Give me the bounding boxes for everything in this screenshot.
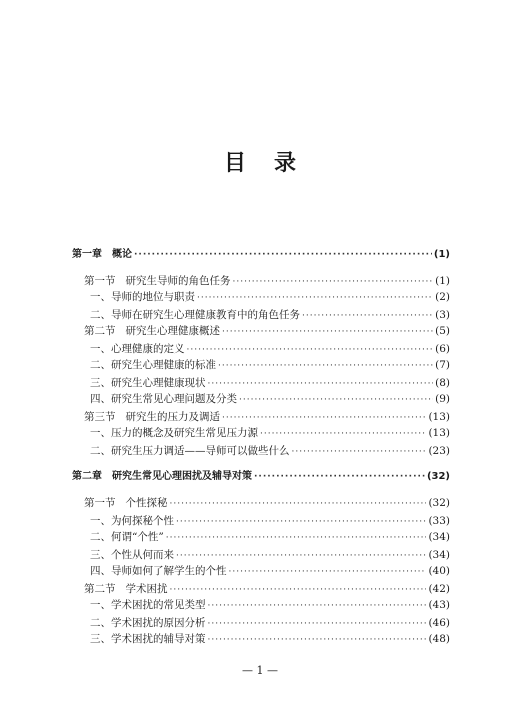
toc-entry-label <box>84 582 168 596</box>
toc-entry-text: 四、研究生常见心理问题及分类 <box>90 393 237 405</box>
toc-entry-text: 研究生导师的角色任务 <box>125 275 231 287</box>
dot-leader <box>176 549 426 563</box>
toc-entry <box>84 274 450 288</box>
toc-entry-number: 第二节 <box>84 325 116 337</box>
toc-entry <box>72 248 450 262</box>
dot-leader <box>176 515 426 529</box>
toc-entry-page: (34) <box>428 549 450 561</box>
toc-entry-text: 三、学术困扰的辅导对策 <box>90 633 206 645</box>
toc-entry-label <box>90 444 290 458</box>
toc-entry-label <box>90 632 206 646</box>
dot-leader <box>260 427 426 441</box>
page-title <box>0 146 520 177</box>
toc-entry <box>90 598 450 612</box>
dot-leader <box>166 531 427 545</box>
toc-entry <box>90 290 450 304</box>
toc-entry-text: 三、个性从何而来 <box>90 549 174 561</box>
toc-entry-text: 一、心理健康的定义 <box>90 343 185 355</box>
toc-entry-label <box>90 616 206 630</box>
dot-leader <box>208 633 427 647</box>
toc-entry <box>90 392 450 406</box>
toc-entry-text: 二、学术困扰的原因分析 <box>90 617 206 629</box>
toc-entry-number: 第二节 <box>84 583 116 595</box>
toc-entry-label <box>84 274 231 288</box>
toc-entry-page: (42) <box>428 583 450 595</box>
toc-entry-label <box>90 548 174 562</box>
dot-leader <box>170 497 427 511</box>
toc-entry-page: (3) <box>435 309 450 321</box>
toc-entry-text: 个性探秘 <box>125 497 168 509</box>
toc-entry-page: (13) <box>428 427 450 439</box>
toc-entry <box>90 426 450 440</box>
toc-entry <box>84 582 450 596</box>
toc-entry-label <box>90 308 300 322</box>
toc-entry-label <box>90 598 206 612</box>
toc-entry-number: 第一章 <box>72 249 102 260</box>
toc-entry-text: 二、研究生心理健康的标准 <box>90 359 216 371</box>
toc-entry-page: (48) <box>428 633 450 645</box>
toc-entry <box>90 308 450 322</box>
toc-entry-page: (5) <box>435 325 450 337</box>
toc-entry-label <box>72 470 252 484</box>
page-number: — 1 — <box>242 664 278 677</box>
dot-leader <box>208 599 427 613</box>
toc-entry-text: 二、研究生压力调适——导师可以做些什么 <box>90 445 290 457</box>
toc-entry-label <box>90 564 227 578</box>
toc-entry-page: (7) <box>435 359 450 371</box>
toc-entry-page: (13) <box>428 411 450 423</box>
toc-entry-text: 一、导师的地位与职责 <box>90 291 195 303</box>
toc-entry-text: 四、导师如何了解学生的个性 <box>90 565 227 577</box>
toc-entry-page: (9) <box>435 393 450 405</box>
toc-entry <box>90 514 450 528</box>
toc-entry-page: (1) <box>433 249 450 260</box>
toc-entry-label <box>90 426 258 440</box>
toc-entry <box>90 616 450 630</box>
dot-leader <box>302 309 433 323</box>
toc-entry-page: (43) <box>428 599 450 611</box>
toc-entry-label <box>90 376 206 390</box>
toc-entry-text: 学术困扰 <box>125 583 168 595</box>
toc-entry-page: (23) <box>428 445 450 457</box>
toc-entry-page: (46) <box>428 617 450 629</box>
toc-entry-page: (32) <box>426 471 450 482</box>
toc-entry <box>90 358 450 372</box>
toc-entry-page: (33) <box>428 515 450 527</box>
toc-entry <box>90 564 450 578</box>
dot-leader <box>187 343 434 357</box>
toc-entry-page: (40) <box>428 565 450 577</box>
toc-entry-text: 概论 <box>112 249 132 260</box>
dot-leader <box>239 393 433 407</box>
dot-leader <box>254 470 425 484</box>
toc-entry <box>90 444 450 458</box>
dot-leader <box>218 359 433 373</box>
toc-entry <box>84 496 450 510</box>
title-char-1: 目 <box>223 151 246 176</box>
toc-entry-text: 一、压力的概念及研究生常见压力源 <box>90 427 258 439</box>
toc-entry-page: (34) <box>428 531 450 543</box>
dot-leader <box>208 617 427 631</box>
toc-entry-text: 一、为何探秘个性 <box>90 515 174 527</box>
toc-entry-label <box>84 496 168 510</box>
toc-entry-page: (1) <box>435 275 450 287</box>
toc-entry <box>90 342 450 356</box>
toc-entry <box>90 548 450 562</box>
toc-entry <box>84 410 450 424</box>
toc-entry-label <box>90 358 216 372</box>
dot-leader <box>229 565 427 579</box>
toc-entry-text: 二、导师在研究生心理健康教育中的角色任务 <box>90 309 300 321</box>
toc-entry-label <box>90 514 174 528</box>
toc-entry-number: 第二章 <box>72 471 102 482</box>
toc-entry-page: (8) <box>435 377 450 389</box>
toc-entry-number: 第一节 <box>84 497 116 509</box>
toc-entry-text: 研究生的压力及调适 <box>125 411 220 423</box>
toc-entry <box>90 376 450 390</box>
toc-entry-label <box>90 392 237 406</box>
toc-entry-page: (6) <box>435 343 450 355</box>
toc-entry-number: 第一节 <box>84 275 116 287</box>
toc-entry-number: 第三节 <box>84 411 116 423</box>
toc-entry <box>84 324 450 338</box>
toc-entry-text: 二、何谓“个性” <box>90 531 164 543</box>
dot-leader <box>233 275 434 289</box>
toc-entry <box>90 632 450 646</box>
dot-leader <box>197 291 433 305</box>
toc-entry-label <box>90 342 185 356</box>
toc-entry-label <box>90 530 164 544</box>
dot-leader <box>222 325 433 339</box>
toc-entry-label <box>90 290 195 304</box>
dot-leader <box>170 583 427 597</box>
toc-entry <box>90 530 450 544</box>
dot-leader <box>134 248 432 262</box>
toc-entry-label <box>84 324 220 338</box>
toc-entry-page: (2) <box>435 291 450 303</box>
toc-entry <box>72 470 450 484</box>
toc-entry-text: 三、研究生心理健康现状 <box>90 377 206 389</box>
toc-entry-label <box>72 248 132 262</box>
dot-leader <box>222 411 426 425</box>
dot-leader <box>292 445 427 459</box>
toc-entry-page: (32) <box>428 497 450 509</box>
toc-entry-text: 一、学术困扰的常见类型 <box>90 599 206 611</box>
toc-entry-label <box>84 410 220 424</box>
toc-entry-text: 研究生心理健康概述 <box>125 325 220 337</box>
dot-leader <box>208 377 434 391</box>
title-char-2: 录 <box>274 151 297 176</box>
toc-entry-text: 研究生常见心理困扰及辅导对策 <box>112 471 252 482</box>
